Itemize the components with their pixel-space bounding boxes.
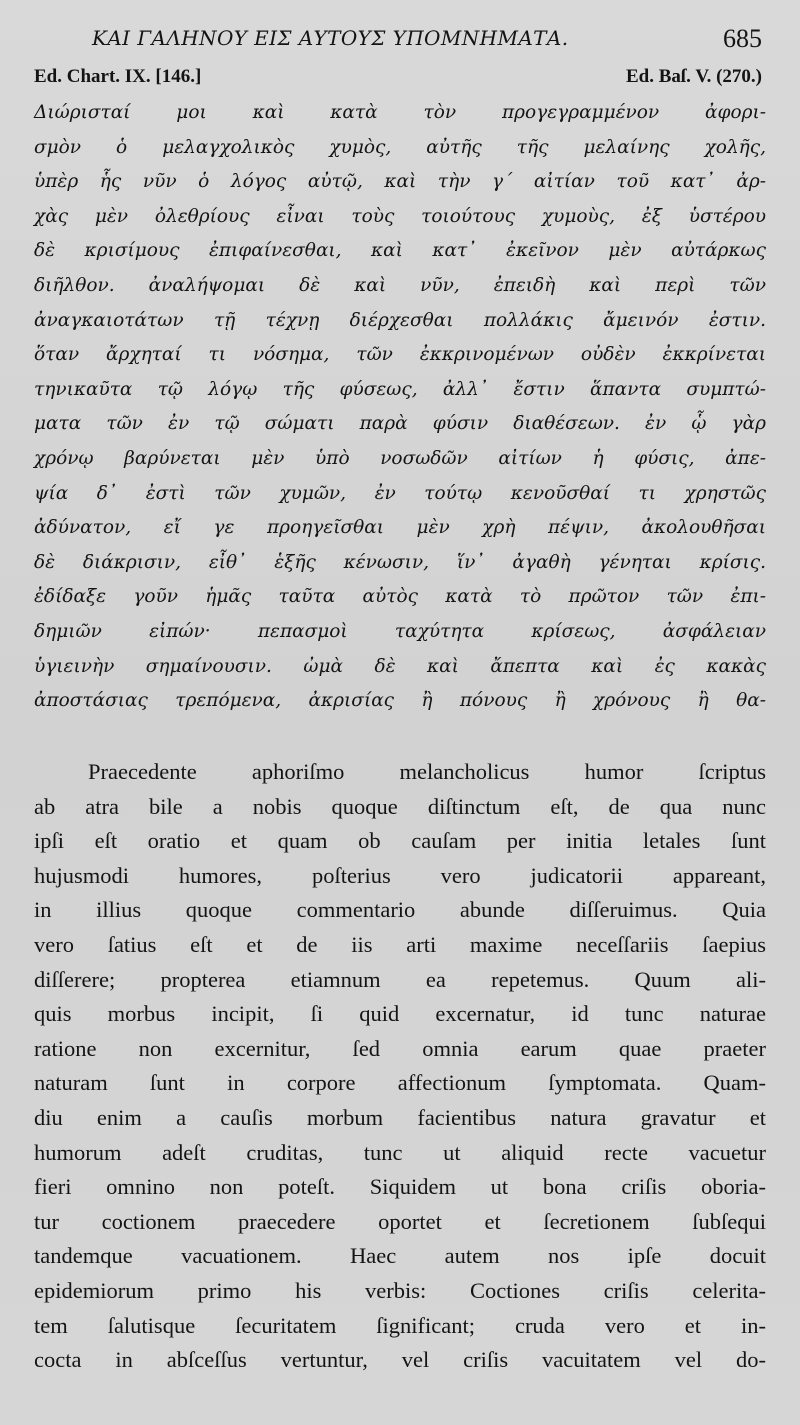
latin-line: diu enim a cauſis morbum facientibus natura gravatur et [34,1104,766,1130]
greek-line: ψία δ᾽ ἐστὶ τῶν χυμῶν, ἐν τούτῳ κενοῦσθαί τι χρηστῶς [34,482,766,504]
latin-line: cocta in abſceſſus vertuntur, vel criſis vacuitatem vel do- [34,1347,766,1373]
latin-line: tur coctionem praecedere oportet et ſecretionem ſubſequi [34,1208,766,1234]
greek-line: Διώρισταί μοι καὶ κατὰ τὸν προγεγραμμένον ἀφορι- [34,102,766,123]
greek-line: σμὸν ὁ μελαγχολικὸς χυμὸς, αὐτῆς τῆς μελαίνης χολῆς, [34,136,766,158]
latin-line: ipſi eſt oratio et quam ob cauſam per initia letales ſunt [34,828,766,854]
latin-line: epidemiorum primo his verbis: Coctiones criſis celerita- [34,1277,766,1303]
page-number: 685 [723,24,762,53]
greek-line: ἀποστάσιας τρεπόμενα, ἀκρισίας ἢ πόνους ἢ χρόνους ἢ θα- [34,690,766,712]
latin-line: ratione non excernitur, ſed omnia earum quae praeter [34,1035,766,1061]
latin-line: naturam ſunt in corpore affectionum ſymptomata. Quam- [34,1070,766,1096]
edition-chartier-reference: Ed. Chart. IX. [146.] [34,66,202,87]
latin-line: humorum adeſt cruditas, tunc ut aliquid recte vacuetur [34,1139,766,1165]
latin-line: quis morbus incipit, ſi quid excernatur, id tunc naturae [34,1001,766,1027]
greek-text-block [34,96,766,719]
greek-line: ἀδύνατον, εἴ γε προηγεῖσθαι μὲν χρὴ πέψιν, ἀκολουθῆσαι [34,517,766,539]
greek-line: δὲ κρισίμους ἐπιφαίνεσθαι, καὶ κατ᾽ ἐκεῖνον μὲν αὐτάρκως [34,240,766,262]
running-title: ΚΑΙ ΓΑΛΗΝΟΥ ΕΙΣ ΑΥΤΟΥΣ ΥΠΟΜΝΗΜΑΤΑ. [92,26,569,50]
latin-line: Praecedente aphoriſmo melancholicus humor ſcriptus [88,759,766,784]
latin-line: tandemque vacuationem. Haec autem nos ipſe docuit [34,1243,766,1269]
greek-line: ἀναγκαιοτάτων τῇ τέχνῃ διέρχεσθαι πολλάκις ἄμεινόν ἐστιν. [34,309,766,331]
latin-line: fieri omnino non poteſt. Siquidem ut bona criſis oboria- [34,1174,766,1200]
latin-line: in illius quoque commentario abunde diſſeruimus. Quia [34,897,766,923]
latin-line: vero ſatius eſt et de iis arti maxime neceſſariis ſaepius [34,931,766,957]
greek-line: ματα τῶν ἐν τῷ σώματι παρὰ φύσιν διαθέσεων. ἐν ᾧ γὰρ [34,413,766,435]
latin-line: diſſerere; propterea etiamnum ea repetemus. Quum ali- [34,966,766,992]
latin-text-block [34,755,766,1378]
running-head [40,22,762,62]
greek-line: ὑγιεινὴν σημαίνουσιν. ὠμὰ δὲ καὶ ἄπεπτα καὶ ἐς κακὰς [34,655,766,677]
greek-line: ὅταν ἄρχηταί τι νόσημα, τῶν ἐκκρινομένων οὐδὲν ἐκκρίνεται [34,344,766,366]
greek-line: ὑπὲρ ἧς νῦν ὁ λόγος αὐτῷ, καὶ τὴν γ΄ αἰτίαν τοῦ κατ᾽ ἀρ- [34,171,766,193]
edition-reference-line [34,66,762,94]
greek-line: δὲ διάκρισιν, εἶθ᾽ ἑξῆς κένωσιν, ἵν᾽ ἀγαθὴ γένηται κρίσις. [34,551,766,573]
edition-basel-reference: Ed. Baſ. V. (270.) [625,66,762,87]
greek-line: διῆλθον. ἀναλήψομαι δὲ καὶ νῦν, ἐπειδὴ καὶ περὶ τῶν [34,274,766,296]
latin-line: ab atra bile a nobis quoque diſtinctum eſt, de qua nunc [34,793,766,819]
greek-line: χρόνῳ βαρύνεται μὲν ὑπὸ νοσωδῶν αἰτίων ἡ φύσις, ἀπε- [34,447,766,469]
greek-line: χὰς μὲν ὀλεθρίους εἶναι τοὺς τοιούτους χυμοὺς, ἐξ ὑστέρου [34,205,766,227]
latin-line: hujusmodi humores, poſterius vero judicatorii appareant, [34,862,766,888]
greek-line: ἐδίδαξε γοῦν ἡμᾶς ταῦτα αὐτὸς κατὰ τὸ πρῶτον τῶν ἐπι- [34,586,766,608]
greek-line: τηνικαῦτα τῷ λόγῳ τῆς φύσεως, ἀλλ᾽ ἔστιν ἅπαντα συμπτώ- [34,378,766,400]
latin-line: tem ſalutisque ſecuritatem ſignificant; cruda vero et in- [34,1312,766,1338]
greek-line: δημιῶν εἰπών· πεπασμοὶ ταχύτητα κρίσεως, ἀσφάλειαν [34,620,766,642]
